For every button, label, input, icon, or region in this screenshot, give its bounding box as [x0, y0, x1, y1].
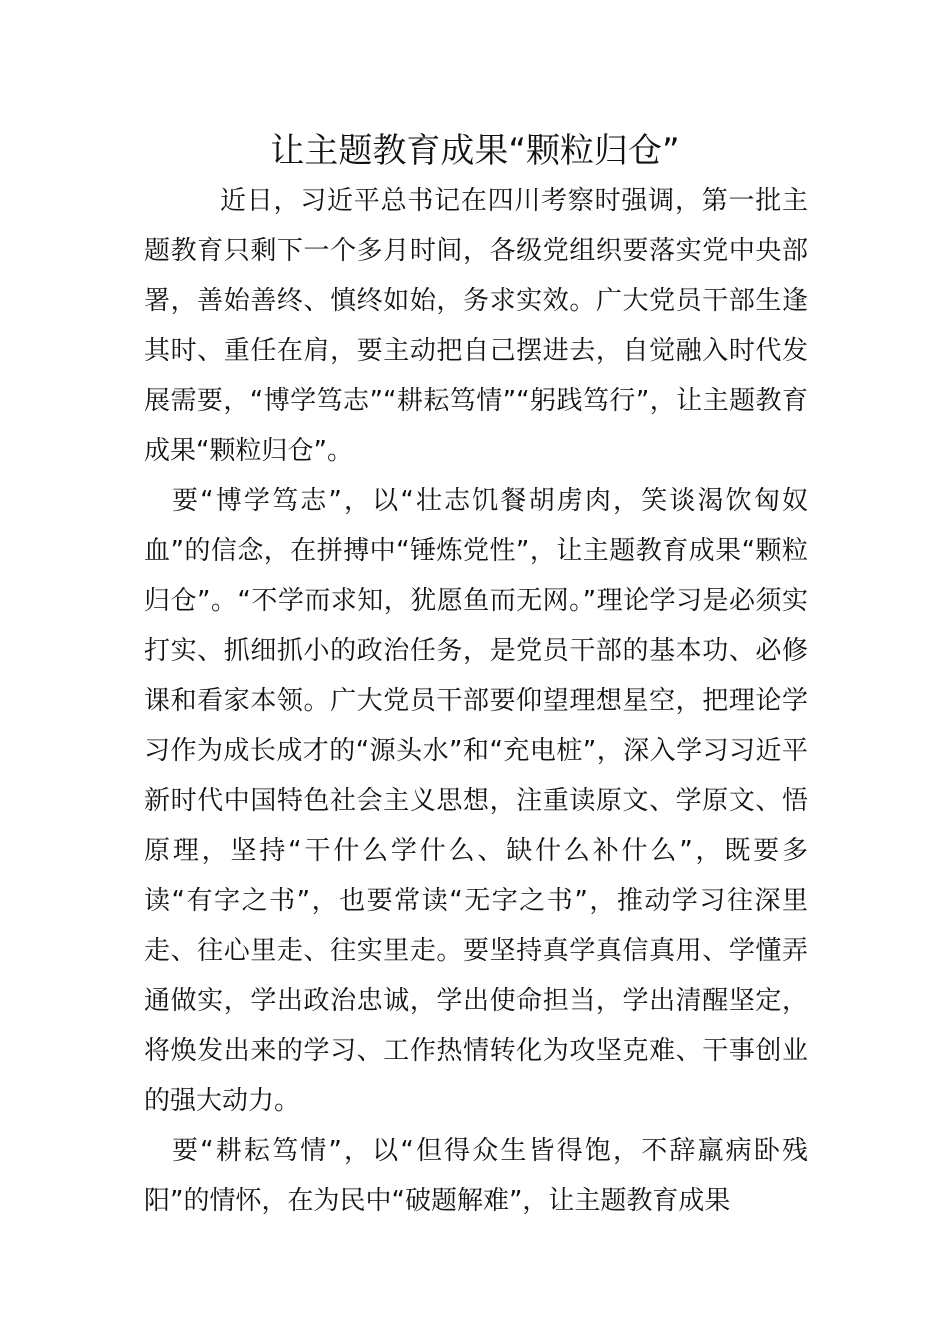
- paragraph-1: 近日，习近平总书记在四川考察时强调，第一批主题教育只剩下一个多月时间，各级党组织要落实党中央部署，善始善终、慎终如始，务求实效。广大党员干部生逢其时、重任在肩，要主动把自己摆进去，自觉融入时代发展需要，“博学笃志”“耕耘笃情”“躬践笃行”，让主题教育成果“颗粒归仓”。: [144, 186, 808, 466]
- paragraph-2: 要“博学笃志”，以“壮志饥餐胡虏肉，笑谈渴饮匈奴血”的信念，在拼搏中“锤炼党性”，让主题教育成果“颗粒归仓”。“不学而求知，犹愿鱼而无网。”理论学习是必须实打实、抓细抓小的政治任务，是党员干部的基本功、必修课和看家本领。广大党员干部要仰望理想星空，把理论学习作为成长成才的“源头水”和“充电桩”，深入学习习近平新时代中国特色社会主义思想，注重读原文、学原文、悟原理，坚持“干什么学什么、缺什么补什么”，既要多读“有字之书”，也要常读“无字之书”，推动学习往深里走、往心里走、往实里走。要坚持真学真信真用、学懂弄通做实，学出政治忠诚，学出使命担当，学出清醒坚定，将焕发出来的学习、工作热情转化为攻坚克难、干事创业的强大动力。: [144, 486, 808, 1116]
- document-body: [144, 176, 808, 1226]
- paragraph-3: 要“耕耘笃情”，以“但得众生皆得饱，不辞羸病卧残阳”的情怀，在为民中“破题解难”，让主题教育成果: [144, 1136, 808, 1216]
- document-title: 让主题教育成果“颗粒归仓”: [270, 131, 680, 171]
